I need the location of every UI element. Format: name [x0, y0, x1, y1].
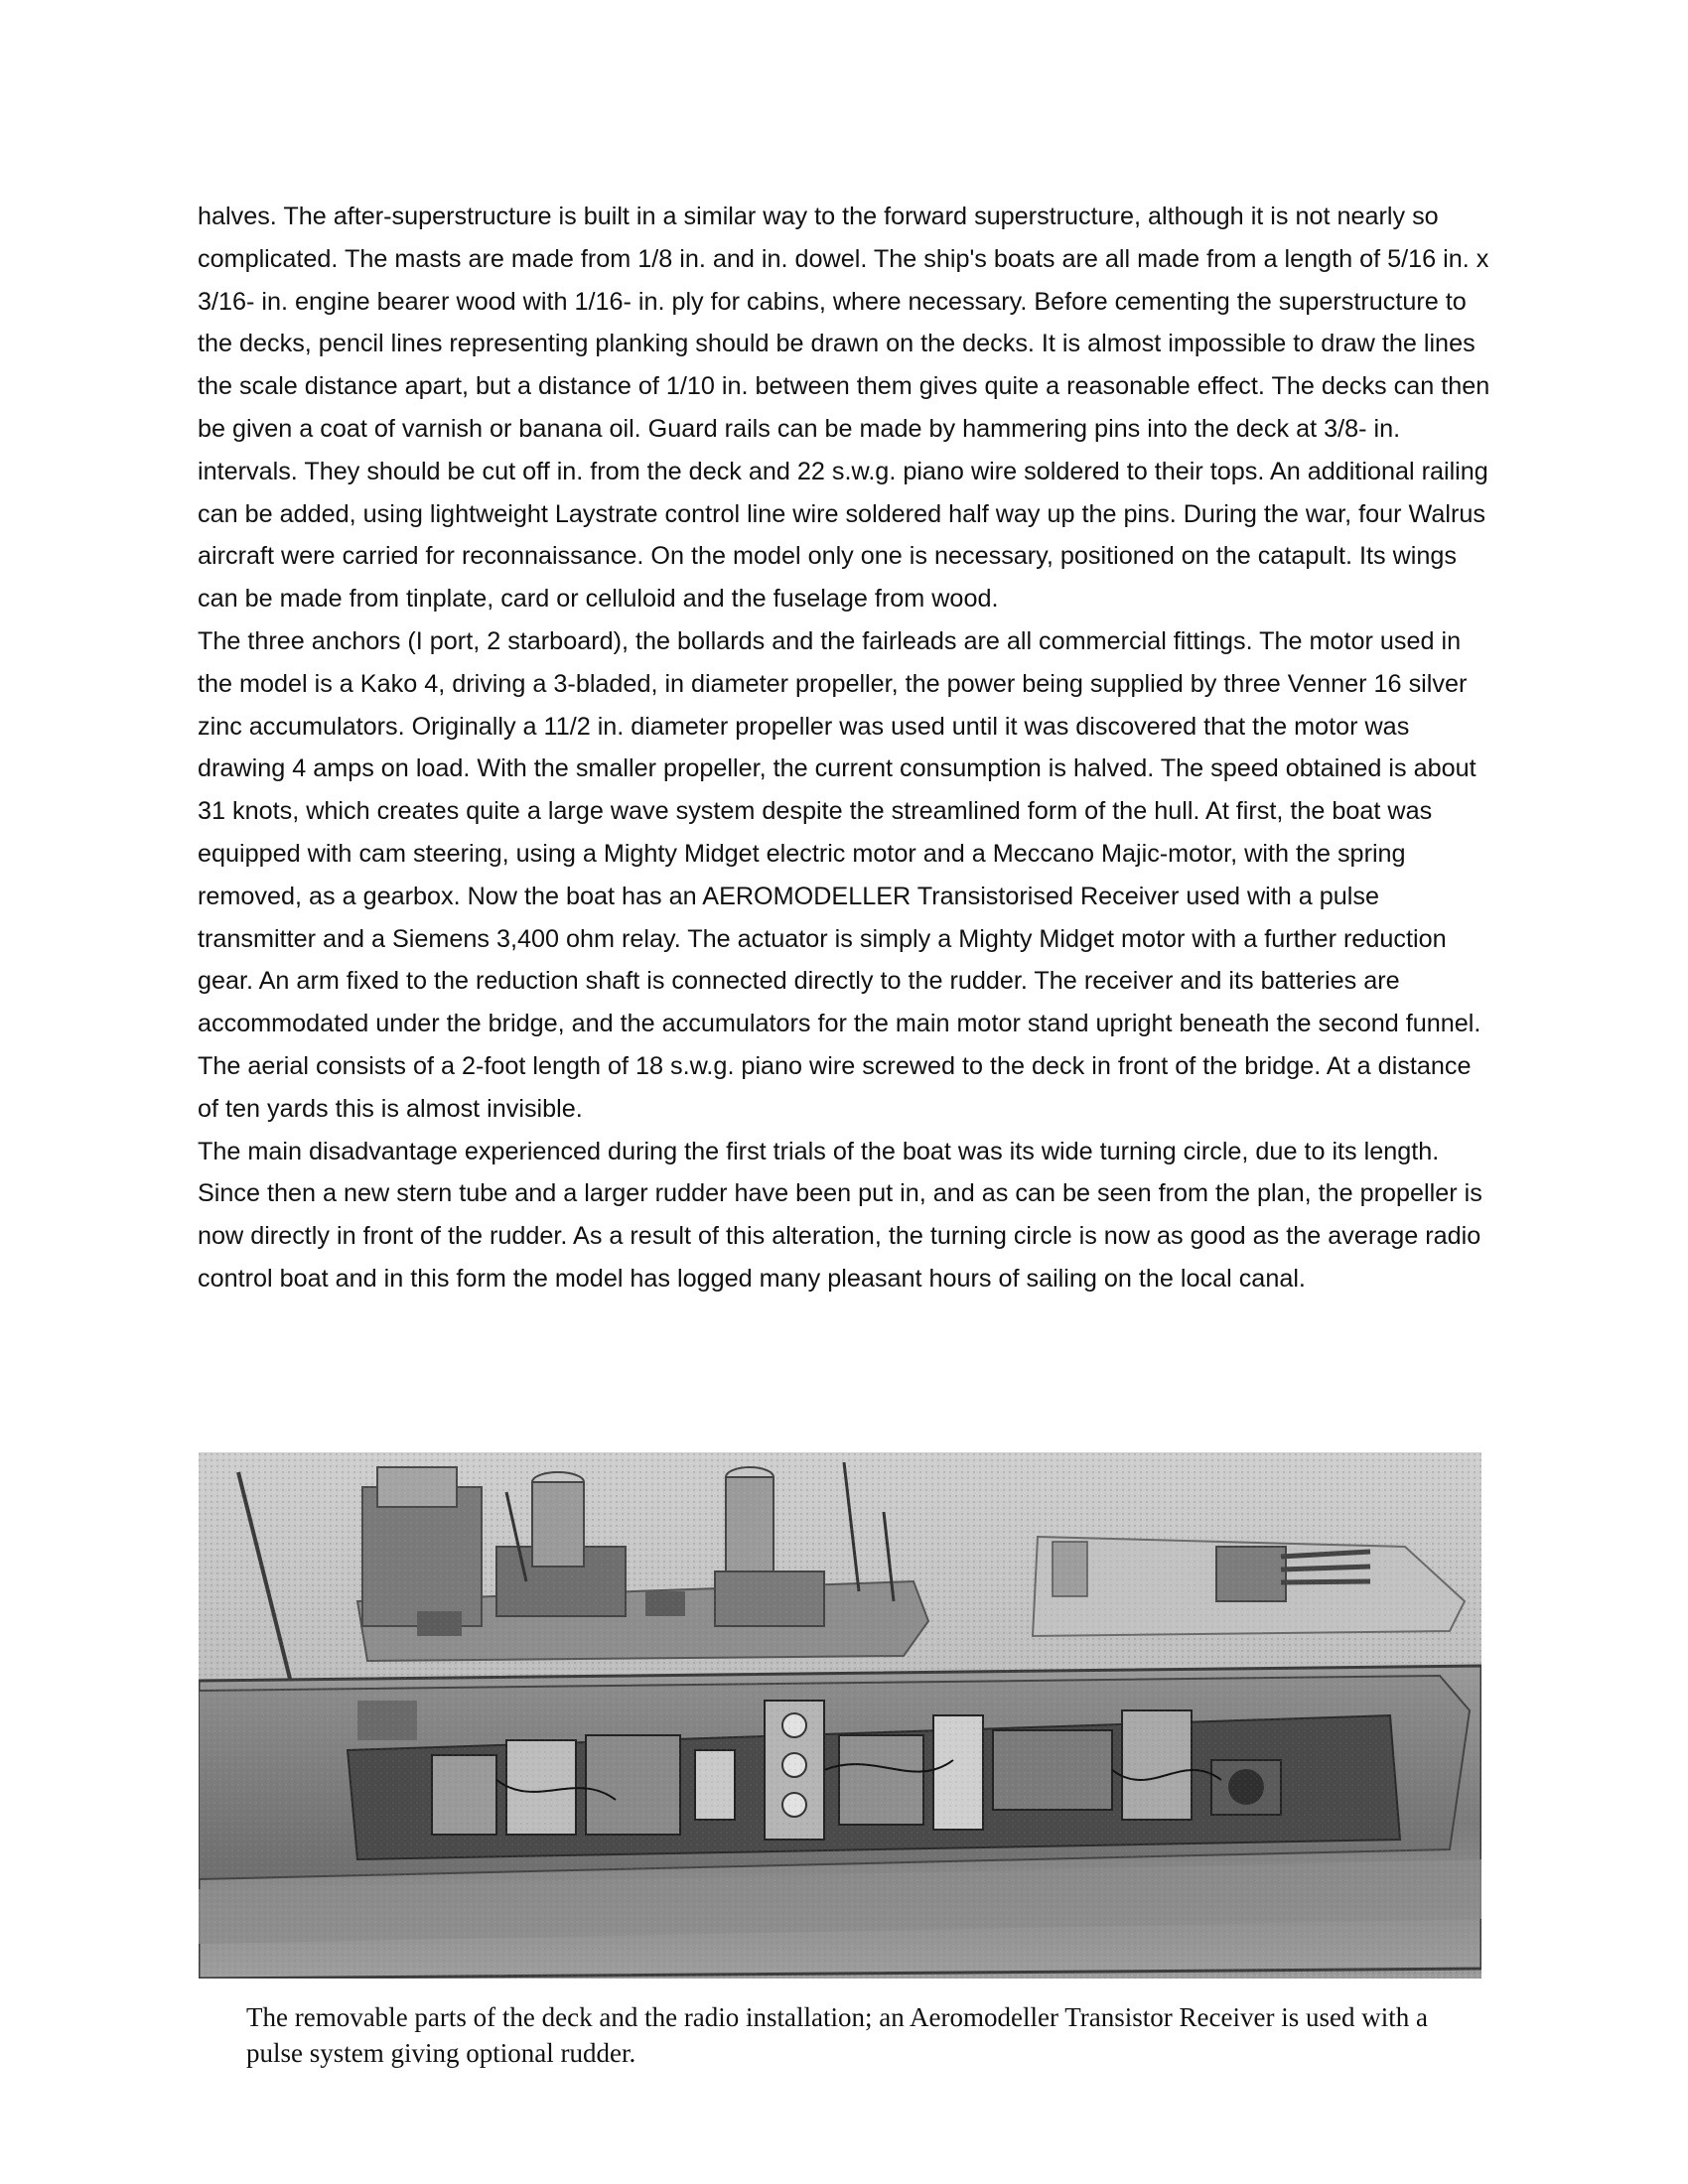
model-ship-photo — [199, 1452, 1481, 1979]
paragraph-superstructure: halves. The after-superstructure is built in a similar way to the forward superstructure, although it is not nearly so complicated. The masts are made from 1/8 in. and in. dowel. The ship's boats are all made from a length of 5/16 in. x 3/16- in. engine bearer wood with 1/16- in. ply for cabins, where necessary. Before cementing the superstructure to the decks, pencil lines representing planking should be drawn on the decks. It is almost impossible to draw the lines the scale distance apart, but a distance of 1/10 in. between them gives quite a reasonable effect. The decks can then be given a coat of varnish or banana oil. Guard rails can be made by hammering pins into the deck at 3/8- in. intervals. They should be cut off in. from the deck and 22 s.w.g. piano wire soldered to their tops. An additional railing can be added, using lightweight Laystrate control line wire soldered half way up the pins. During the war, four Walrus aircraft were carried for reconnaissance. On the model only one is necessary, positioned on the catapult. Its wings can be made from tinplate, card or celluloid and the fuselage from wood. — [198, 203, 1490, 614]
figure-caption: The removable parts of the deck and the radio installation; an Aeromodeller Transistor Receiver is used with a pulse system giving optional rudder. — [246, 2002, 1428, 2068]
paragraph-turning-circle: The main disadvantage experienced during the first trials of the boat was its wide turning circle, due to its length. Since then a new stern tube and a larger rudder have been put in, and as can be seen from the plan, the propeller is now directly in front of the rudder. As a result of this alteration, the turning circle is now as good as the average radio control boat and in this form the model has logged many pleasant hours of sailing on the local canal. — [198, 1137, 1482, 1293]
article-body — [198, 196, 1498, 1300]
photo-illustration — [199, 1452, 1481, 1979]
paragraph-motor-and-radio: The three anchors (I port, 2 starboard), the bollards and the fairleads are all commercial fittings. The motor used in the model is a Kako 4, driving a 3-bladed, in diameter propeller, the power being supplied by three Venner 16 silver zinc accumulators. Originally a 11/2 in. diameter propeller was used until it was discovered that the motor was drawing 4 amps on load. With the smaller propeller, the current consumption is halved. The speed obtained is about 31 knots, which creates quite a large wave system despite the streamlined form of the hull. At first, the boat was equipped with cam steering, using a Mighty Midget electric motor and a Meccano Majic-motor, with the spring removed, as a gearbox. Now the boat has an AEROMODELLER Transistorised Receiver used with a pulse transmitter and a Siemens 3,400 ohm relay. The actuator is simply a Mighty Midget motor with a further reduction gear. An arm fixed to the reduction shaft is connected directly to the rudder. The receiver and its batteries are accommodated under the bridge, and the accumulators for the main motor stand upright beneath the second funnel. The aerial consists of a 2-foot length of 18 s.w.g. piano wire screwed to the deck in front of the bridge. At a distance of ten yards this is almost invisible. — [198, 626, 1481, 1123]
